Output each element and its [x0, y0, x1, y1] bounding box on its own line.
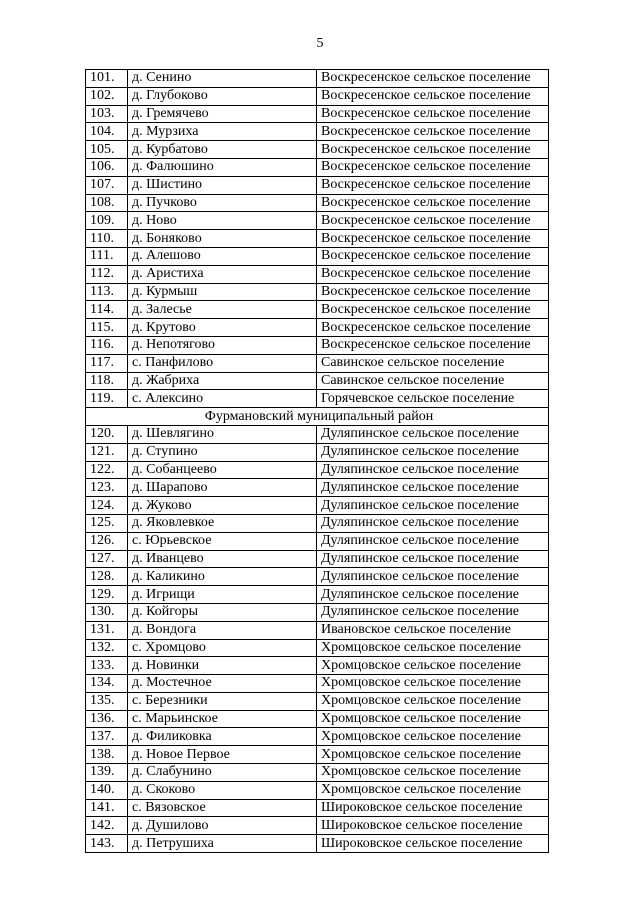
table-row: [86, 212, 549, 230]
row-number: 141.: [86, 799, 128, 817]
table-row: [86, 158, 549, 176]
table-row: [86, 87, 549, 105]
row-number: 108.: [86, 194, 128, 212]
row-number: 143.: [86, 835, 128, 853]
settlement-name: Дуляпинское сельское поселение: [317, 532, 549, 550]
table-row: [86, 710, 549, 728]
settlement-name: Воскресенское сельское поселение: [317, 158, 549, 176]
row-number: 132.: [86, 639, 128, 657]
locality-name: д. Вондога: [128, 621, 317, 639]
locality-name: д. Жабриха: [128, 372, 317, 390]
settlement-name: Дуляпинское сельское поселение: [317, 550, 549, 568]
table-row: [86, 764, 549, 782]
settlement-name: Хромцовское сельское поселение: [317, 764, 549, 782]
locality-name: с. Вязовское: [128, 799, 317, 817]
locality-name: с. Хромцово: [128, 639, 317, 657]
row-number: 137.: [86, 728, 128, 746]
row-number: 118.: [86, 372, 128, 390]
settlement-name: Воскресенское сельское поселение: [317, 176, 549, 194]
settlement-name: Воскресенское сельское поселение: [317, 70, 549, 88]
row-number: 142.: [86, 817, 128, 835]
row-number: 135.: [86, 692, 128, 710]
row-number: 110.: [86, 230, 128, 248]
locality-name: д. Слабунино: [128, 764, 317, 782]
row-number: 126.: [86, 532, 128, 550]
locality-name: д. Гремячево: [128, 105, 317, 123]
settlement-name: Воскресенское сельское поселение: [317, 87, 549, 105]
locality-name: д. Ступино: [128, 443, 317, 461]
row-number: 101.: [86, 70, 128, 88]
district-name: Фурмановский муниципальный район: [86, 408, 549, 426]
settlement-name: Воскресенское сельское поселение: [317, 301, 549, 319]
locality-name: с. Алексино: [128, 390, 317, 408]
row-number: 122.: [86, 461, 128, 479]
table-row: [86, 799, 549, 817]
row-number: 103.: [86, 105, 128, 123]
locality-name: д. Курбатово: [128, 141, 317, 159]
settlement-name: Савинское сельское поселение: [317, 372, 549, 390]
table-row: [86, 390, 549, 408]
locality-name: д. Шевлягино: [128, 425, 317, 443]
row-number: 112.: [86, 265, 128, 283]
table-row: [86, 176, 549, 194]
table-row: [86, 479, 549, 497]
table-row: [86, 425, 549, 443]
settlement-name: Воскресенское сельское поселение: [317, 212, 549, 230]
table-row: [86, 603, 549, 621]
row-number: 123.: [86, 479, 128, 497]
district-header-row: [86, 408, 549, 426]
locality-name: д. Скоково: [128, 781, 317, 799]
settlement-name: Воскресенское сельское поселение: [317, 247, 549, 265]
table-row: [86, 70, 549, 88]
settlement-name: Широковское сельское поселение: [317, 835, 549, 853]
row-number: 119.: [86, 390, 128, 408]
row-number: 140.: [86, 781, 128, 799]
settlement-name: Дуляпинское сельское поселение: [317, 586, 549, 604]
table-row: [86, 141, 549, 159]
table-row: [86, 319, 549, 337]
locality-name: д. Шистино: [128, 176, 317, 194]
row-number: 130.: [86, 603, 128, 621]
row-number: 127.: [86, 550, 128, 568]
settlement-name: Хромцовское сельское поселение: [317, 675, 549, 693]
locality-name: д. Петрушиха: [128, 835, 317, 853]
locality-name: д. Новинки: [128, 657, 317, 675]
table-row: [86, 817, 549, 835]
locality-name: д. Курмыш: [128, 283, 317, 301]
settlement-name: Воскресенское сельское поселение: [317, 141, 549, 159]
locality-name: д. Койгоры: [128, 603, 317, 621]
settlement-name: Воскресенское сельское поселение: [317, 336, 549, 354]
table-row: [86, 550, 549, 568]
row-number: 102.: [86, 87, 128, 105]
locality-name: д. Глубоково: [128, 87, 317, 105]
settlement-name: Хромцовское сельское поселение: [317, 692, 549, 710]
row-number: 121.: [86, 443, 128, 461]
locality-name: д. Филиковка: [128, 728, 317, 746]
row-number: 128.: [86, 568, 128, 586]
locality-name: д. Жуково: [128, 497, 317, 515]
table-row: [86, 461, 549, 479]
table-row: [86, 781, 549, 799]
table-row: [86, 372, 549, 390]
settlement-name: Хромцовское сельское поселение: [317, 639, 549, 657]
locality-name: д. Залесье: [128, 301, 317, 319]
settlement-name: Воскресенское сельское поселение: [317, 230, 549, 248]
settlement-name: Широковское сельское поселение: [317, 817, 549, 835]
row-number: 129.: [86, 586, 128, 604]
row-number: 115.: [86, 319, 128, 337]
table-row: [86, 568, 549, 586]
locality-name: д. Игрищи: [128, 586, 317, 604]
table-row: [86, 639, 549, 657]
settlement-name: Дуляпинское сельское поселение: [317, 425, 549, 443]
locality-name: д. Мостечное: [128, 675, 317, 693]
row-number: 120.: [86, 425, 128, 443]
row-number: 104.: [86, 123, 128, 141]
row-number: 133.: [86, 657, 128, 675]
locality-name: д. Шарапово: [128, 479, 317, 497]
table-row: [86, 194, 549, 212]
locality-name: д. Яковлевкое: [128, 514, 317, 532]
settlement-name: Хромцовское сельское поселение: [317, 781, 549, 799]
locality-name: с. Панфилово: [128, 354, 317, 372]
row-number: 125.: [86, 514, 128, 532]
row-number: 138.: [86, 746, 128, 764]
row-number: 139.: [86, 764, 128, 782]
settlement-name: Дуляпинское сельское поселение: [317, 497, 549, 515]
locality-name: д. Каликино: [128, 568, 317, 586]
table-row: [86, 301, 549, 319]
locality-name: д. Душилово: [128, 817, 317, 835]
settlements-table: [85, 69, 549, 853]
locality-name: д. Боняково: [128, 230, 317, 248]
table-row: [86, 835, 549, 853]
table-row: [86, 443, 549, 461]
row-number: 117.: [86, 354, 128, 372]
table-row: [86, 336, 549, 354]
table-row: [86, 265, 549, 283]
table-row: [86, 692, 549, 710]
settlement-name: Воскресенское сельское поселение: [317, 105, 549, 123]
row-number: 113.: [86, 283, 128, 301]
settlement-name: Воскресенское сельское поселение: [317, 319, 549, 337]
row-number: 136.: [86, 710, 128, 728]
table-row: [86, 514, 549, 532]
settlement-name: Дуляпинское сельское поселение: [317, 568, 549, 586]
settlement-name: Воскресенское сельское поселение: [317, 265, 549, 283]
settlement-name: Дуляпинское сельское поселение: [317, 443, 549, 461]
settlement-name: Дуляпинское сельское поселение: [317, 479, 549, 497]
row-number: 134.: [86, 675, 128, 693]
table-row: [86, 354, 549, 372]
settlement-name: Ивановское сельское поселение: [317, 621, 549, 639]
row-number: 114.: [86, 301, 128, 319]
locality-name: д. Сенино: [128, 70, 317, 88]
table-row: [86, 586, 549, 604]
settlement-name: Дуляпинское сельское поселение: [317, 514, 549, 532]
row-number: 124.: [86, 497, 128, 515]
settlement-name: Хромцовское сельское поселение: [317, 728, 549, 746]
table-row: [86, 283, 549, 301]
table-row: [86, 746, 549, 764]
settlement-name: Воскресенское сельское поселение: [317, 123, 549, 141]
row-number: 111.: [86, 247, 128, 265]
locality-name: д. Фалюшино: [128, 158, 317, 176]
table-row: [86, 728, 549, 746]
settlement-name: Воскресенское сельское поселение: [317, 283, 549, 301]
locality-name: с. Березники: [128, 692, 317, 710]
locality-name: д. Непотягово: [128, 336, 317, 354]
table-row: [86, 123, 549, 141]
settlement-name: Дуляпинское сельское поселение: [317, 603, 549, 621]
row-number: 116.: [86, 336, 128, 354]
locality-name: д. Аристиха: [128, 265, 317, 283]
locality-name: д. Собанцеево: [128, 461, 317, 479]
table-row: [86, 675, 549, 693]
table-row: [86, 657, 549, 675]
row-number: 131.: [86, 621, 128, 639]
settlement-name: Хромцовское сельское поселение: [317, 746, 549, 764]
table-row: [86, 105, 549, 123]
row-number: 105.: [86, 141, 128, 159]
locality-name: д. Иванцево: [128, 550, 317, 568]
locality-name: д. Алешово: [128, 247, 317, 265]
locality-name: д. Мурзиха: [128, 123, 317, 141]
table-row: [86, 532, 549, 550]
locality-name: с. Марьинское: [128, 710, 317, 728]
row-number: 109.: [86, 212, 128, 230]
table-row: [86, 497, 549, 515]
row-number: 107.: [86, 176, 128, 194]
settlement-name: Широковское сельское поселение: [317, 799, 549, 817]
locality-name: с. Юрьевское: [128, 532, 317, 550]
settlement-name: Хромцовское сельское поселение: [317, 657, 549, 675]
table-body: [86, 70, 549, 853]
locality-name: д. Крутово: [128, 319, 317, 337]
locality-name: д. Новое Первое: [128, 746, 317, 764]
settlement-name: Хромцовское сельское поселение: [317, 710, 549, 728]
table-row: [86, 247, 549, 265]
settlement-name: Воскресенское сельское поселение: [317, 194, 549, 212]
table-row: [86, 621, 549, 639]
locality-name: д. Пучково: [128, 194, 317, 212]
settlement-name: Дуляпинское сельское поселение: [317, 461, 549, 479]
settlement-name: Горячевское сельское поселение: [317, 390, 549, 408]
row-number: 106.: [86, 158, 128, 176]
settlement-name: Савинское сельское поселение: [317, 354, 549, 372]
locality-name: д. Ново: [128, 212, 317, 230]
page-number: 5: [316, 36, 324, 51]
table-row: [86, 230, 549, 248]
